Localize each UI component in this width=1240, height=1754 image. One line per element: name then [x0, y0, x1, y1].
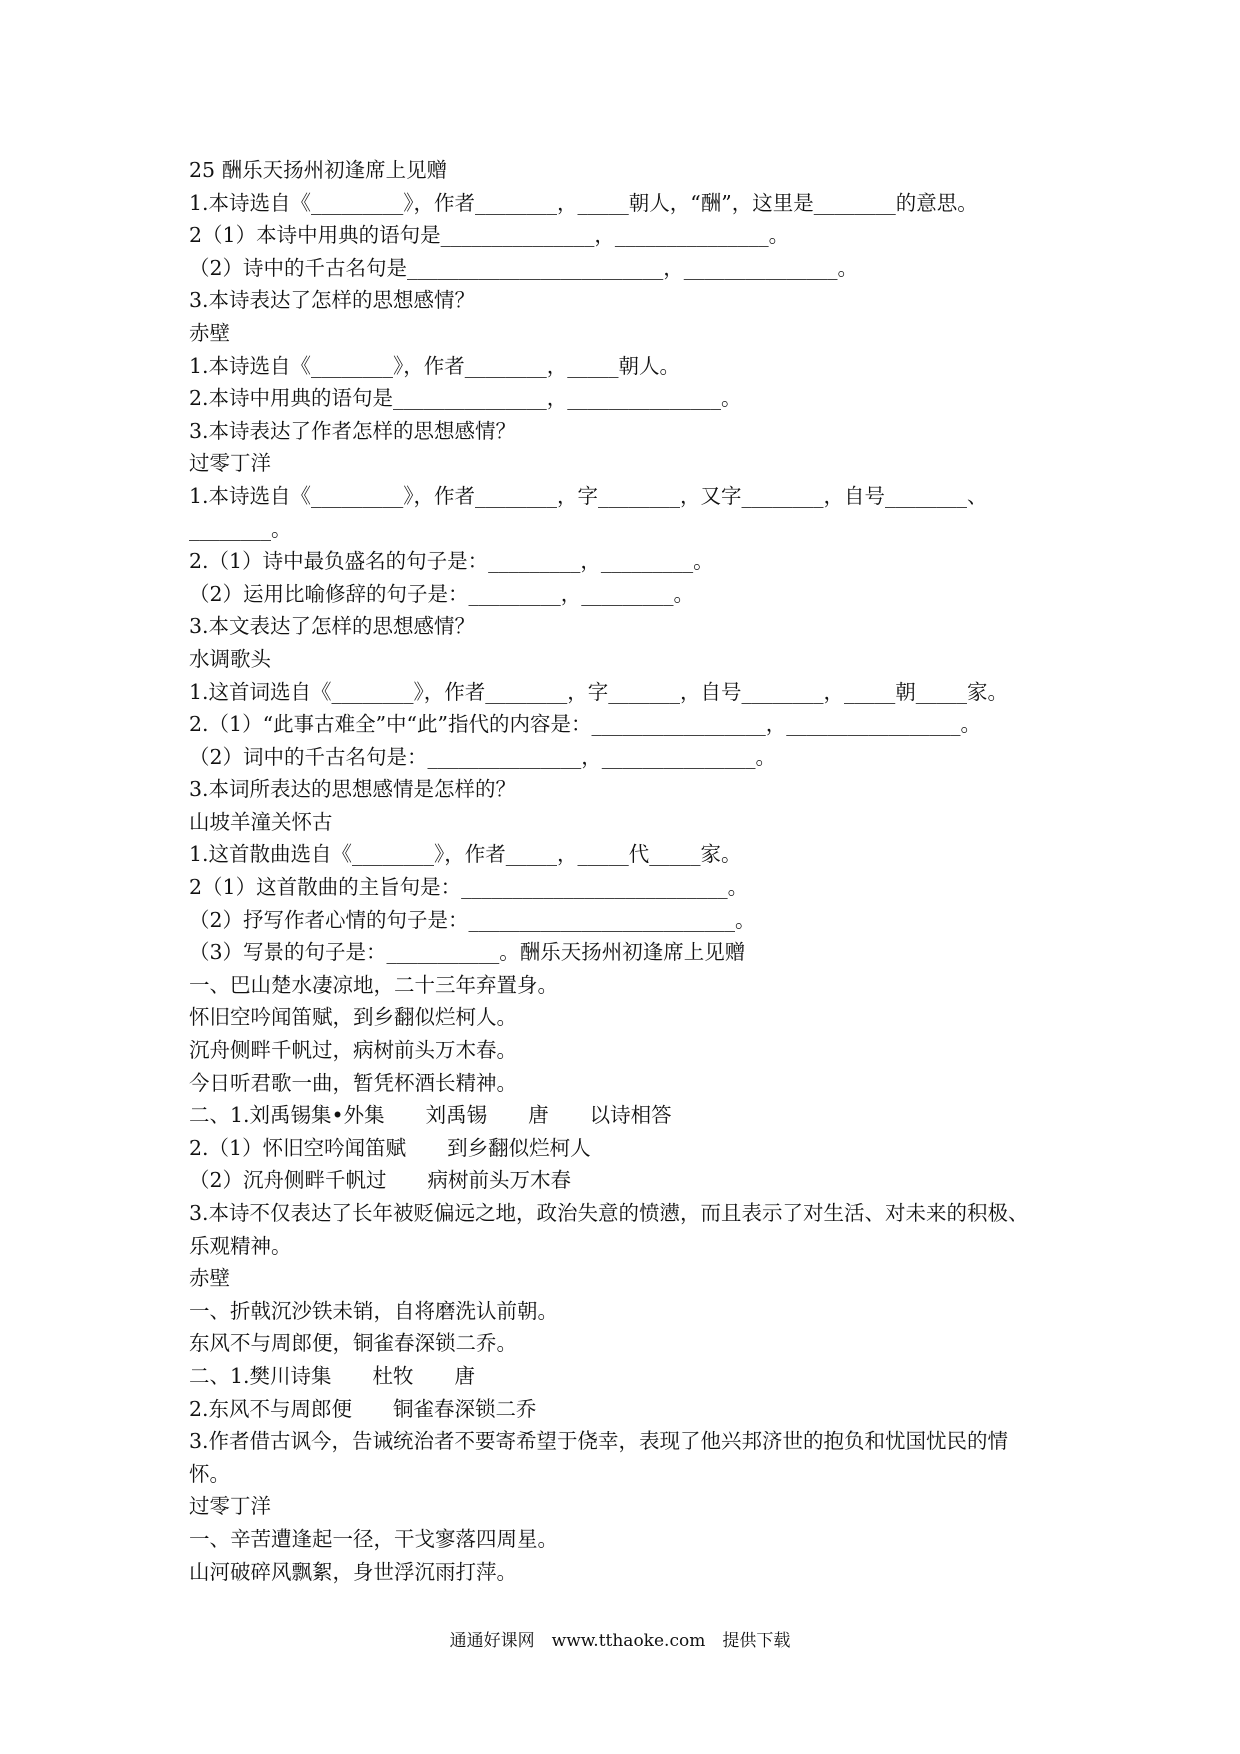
text-line: 1.这首词选自《________》，作者________，字_______，自号________，_____朝_____家。	[189, 679, 1009, 704]
text-line: 赤壁	[189, 1266, 230, 1291]
text-line: 山河破碎风飘絮，身世浮沉雨打萍。	[189, 1559, 517, 1584]
text-line: 怀。	[189, 1461, 230, 1486]
text-line: 3.本词所表达的思想感情是怎样的？	[189, 777, 517, 802]
text-line: 东风不与周郎便，铜雀春深锁二乔。	[189, 1331, 517, 1356]
text-line: 今日听君歌一曲，暂凭杯酒长精神。	[189, 1070, 517, 1095]
text-line: （2）抒写作者心情的句子是：__________________________。	[189, 907, 756, 932]
text-line: （2）运用比喻修辞的句子是：_________，_________。	[189, 581, 695, 606]
text-line: 1.本诗选自《_________》，作者________，字________，又字________，自号________、	[189, 483, 988, 508]
text-line: 二、1.刘禹锡集•外集 刘禹锡 唐 以诗相答	[189, 1103, 672, 1128]
text-line: 2（1）这首散曲的主旨句是：__________________________。	[189, 875, 749, 900]
text-line: 3.本诗表达了作者怎样的思想感情？	[189, 418, 517, 443]
text-line: 3.本诗不仅表达了长年被贬偏远之地，政治失意的愤懑，而且表示了对生活、对未来的积极、	[189, 1201, 1029, 1225]
text-line: 2（1）本诗中用典的语句是_______________，_______________。	[189, 223, 790, 248]
text-line: （2）诗中的千古名句是_________________________，_______________。	[189, 255, 859, 280]
text-line: 乐观精神。	[189, 1233, 292, 1258]
text-line: 3.本文表达了怎样的思想感情？	[189, 614, 476, 639]
text-line: （2）沉舟侧畔千帆过 病树前头万木春	[189, 1168, 572, 1193]
text-line: 2.（1）诗中最负盛名的句子是：_________，_________。	[189, 549, 714, 574]
text-line: 怀旧空吟闻笛赋，到乡翻似烂柯人。	[189, 1005, 517, 1030]
text-line: 25 酬乐天扬州初逢席上见赠	[189, 158, 448, 182]
text-line: 3.本诗表达了怎样的思想感情？	[189, 288, 476, 313]
text-line: 1.本诗选自《_________》，作者________，_____朝人，“酬”，这里是________的意思。	[189, 190, 978, 215]
text-line: 过零丁洋	[189, 451, 271, 476]
text-line: 赤壁	[189, 320, 230, 345]
text-line: 过零丁洋	[189, 1494, 271, 1519]
text-line: 3.作者借古讽今，告诫统治者不要寄希望于侥幸，表现了他兴邦济世的抱负和忧国忧民的情	[189, 1429, 1009, 1454]
text-line: ________。	[189, 516, 292, 541]
page-footer: 通通好课网 www.tthaoke.com 提供下载	[449, 1631, 791, 1651]
text-line: 1.这首散曲选自《________》，作者_____，_____代_____家。	[189, 842, 742, 867]
text-line: 二、1.樊川诗集 杜牧 唐	[189, 1363, 476, 1388]
text-line: 2.（1）怀旧空吟闻笛赋 到乡翻似烂柯人	[189, 1135, 591, 1160]
text-line: 一、辛苦遭逢起一径，干戈寥落四周星。	[189, 1526, 558, 1551]
text-line: 2.本诗中用典的语句是_______________，_______________。	[189, 386, 742, 411]
text-line: 1.本诗选自《________》，作者________，_____朝人。	[189, 353, 681, 378]
text-line: 2.（1）“此事古难全”中“此”指代的内容是：_________________，_________________。	[189, 712, 982, 737]
text-line: 一、折戟沉沙铁未销，自将磨洗认前朝。	[189, 1298, 558, 1323]
document-body	[189, 154, 1069, 1588]
text-line: 沉舟侧畔千帆过，病树前头万木春。	[189, 1038, 517, 1063]
text-line: 2.东风不与周郎便 铜雀春深锁二乔	[189, 1396, 537, 1421]
text-line: （3）写景的句子是：___________。酬乐天扬州初逢席上见赠	[189, 940, 746, 965]
text-line: 水调歌头	[189, 646, 271, 671]
text-line: （2）词中的千古名句是：_______________，_______________。	[189, 744, 777, 769]
text-line: 山坡羊潼关怀古	[189, 809, 333, 834]
text-line: 一、巴山楚水凄凉地，二十三年弃置身。	[189, 972, 558, 997]
